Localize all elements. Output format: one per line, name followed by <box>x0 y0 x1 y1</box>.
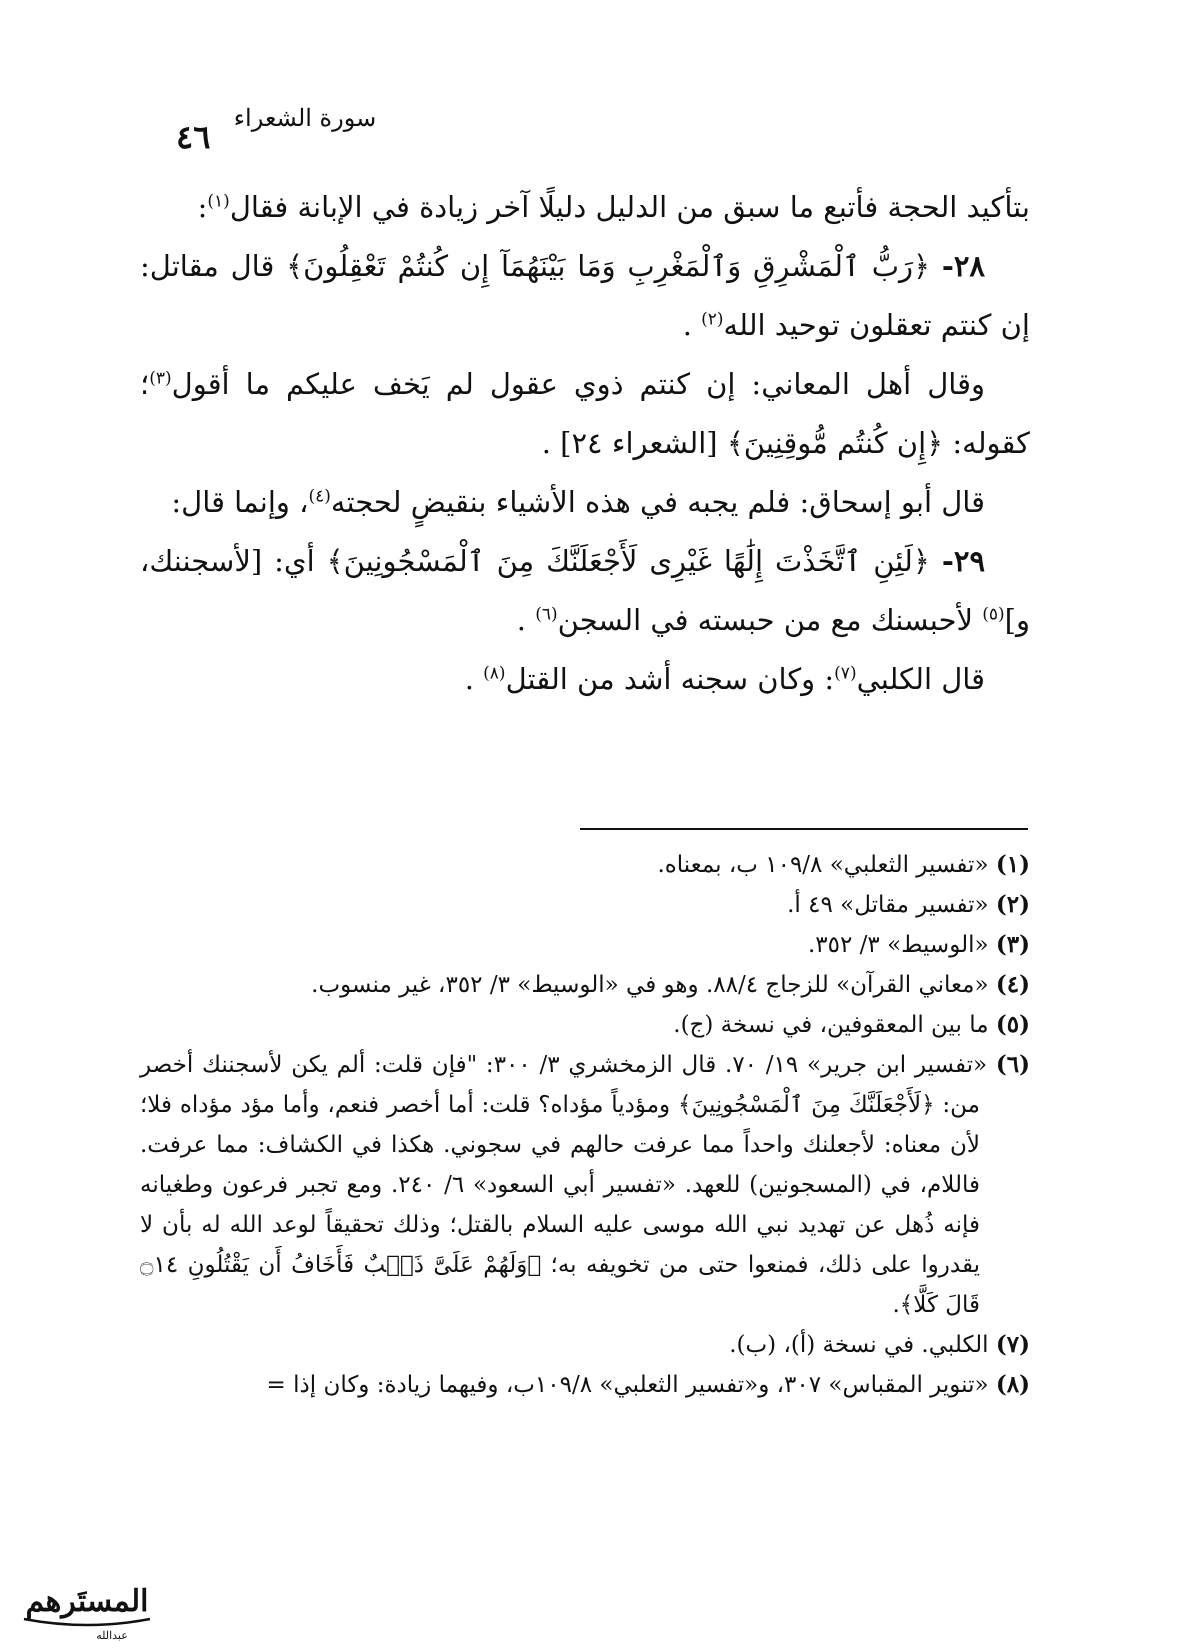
footnote-text: «تفسير ابن جرير» ١٩/ ٧٠. قال الزمخشري ٣/ ٣٠٠: "فإن قلت: ألم يكن لأسجننك أخصر من: ﴿لَأَجْعَلَنَّكَ مِنَ ٱلْمَسْجُونِينَ﴾ ومؤدياً مؤداه؟ قلت: أما أخصر فنعم، وأما مؤد مؤداه فلا؛ لأن معناه: لأجعلنك واحداً مما عرفت حالهم في سجوني. هكذا في الكشاف: مما عرفت. فاللام، في (المسجونين) للعهد. «تفسير أبي السعود» ٦/ ٢٤٠. ومع تجبر فرعون وطغيانه فإنه ذُهل عن تهديد نبي الله موسى عليه السلام بالقتل؛ وذلك تحقيقاً لوعد الله له بأن لا يقدروا على ذلك، فمنعوا حتى من تخويفه به؛ ﴿وَلَهُمْ عَلَىَّ ذَنۢبٌ فَأَخَافُ أَن يَقْتُلُونِ ۝١٤ قَالَ كَلَّا﴾. <box>140 1052 988 1318</box>
main-text <box>140 178 1030 709</box>
paragraph-text: قال أبو إسحاق: فلم يجبه في هذه الأشياء بنقيضٍ لحجته <box>330 485 985 519</box>
footnote <box>140 925 1030 965</box>
citation: [الشعراء ٢٤] . <box>541 426 718 460</box>
footnote-text: «تنوير المقباس» ٣٠٧، و«تفسير الثعلبي» ١٠٩/٨ب، وفيهما زيادة: وكان إذا = <box>266 1372 989 1398</box>
footnote-separator <box>580 828 1028 830</box>
watermark-subtext: عبدالله <box>96 1629 128 1642</box>
footnote-ref[interactable]: (٢) <box>701 309 724 330</box>
watermark-logo <box>12 1575 162 1645</box>
footnote-text: «معاني القرآن» للزجاج ٨٨/٤. وهو في «الوسيط» ٣/ ٣٥٢، غير منسوب. <box>311 972 989 998</box>
paragraph-text: قال مقاتل: إن كنتم تعقلون توحيد الله <box>140 249 1030 342</box>
watermark-text: المستَرهم <box>25 1584 149 1619</box>
footnote-number: (٥) <box>995 1011 1030 1038</box>
footnote <box>140 965 1030 1005</box>
footnote-number: (٣) <box>995 931 1030 958</box>
quran-quote: ﴿إِن كُنتُم مُّوقِنِينَ﴾ <box>726 426 944 460</box>
footnote-text: «تفسير الثعلبي» ١٠٩/٨ ب، بمعناه. <box>657 852 989 878</box>
footnote <box>140 885 1030 925</box>
footnote-number: (٨) <box>995 1371 1030 1398</box>
paragraph <box>140 650 1030 709</box>
paragraph-text: ، وإنما قال: <box>171 485 309 519</box>
paragraph <box>140 355 1030 473</box>
footnote-ref[interactable]: (٤) <box>308 486 331 507</box>
footnote-text: ما بين المعقوفين، في نسخة (ج). <box>673 1012 989 1038</box>
footnote-number: (٤) <box>995 971 1030 998</box>
verse-paragraph <box>140 532 1030 650</box>
footnote-ref[interactable]: (٧) <box>834 663 857 684</box>
verse-paragraph <box>140 237 1030 355</box>
footnote-ref[interactable]: (٣) <box>149 368 172 389</box>
punctuation: : <box>197 190 208 224</box>
quran-quote: ﴿رَبُّ ٱلْمَشْرِقِ وَٱلْمَغْرِبِ وَمَا بَيْنَهُمَآ إِن كُنتُمْ تَعْقِلُونَ﴾ <box>286 249 931 283</box>
punctuation: . <box>682 308 692 342</box>
verse-number: ٢٩- <box>941 544 986 578</box>
footnote <box>140 1045 1030 1325</box>
paragraph-text: لأحبسنك مع من حبسته في السجن <box>557 603 974 637</box>
footnote-number: (٧) <box>995 1331 1030 1358</box>
paragraph <box>140 178 1030 237</box>
footnotes <box>140 845 1030 1405</box>
footnote <box>140 1365 1030 1405</box>
paragraph-text: : وكان سجنه أشد من القتل <box>505 662 835 696</box>
punctuation: . <box>516 603 526 637</box>
paragraph-text: قال الكلبي <box>856 662 985 696</box>
paragraph-text: أي: [لأسجننك، و] <box>140 544 1030 637</box>
footnote-ref[interactable]: (٦) <box>535 604 558 625</box>
footnote-number: (٢) <box>995 891 1030 918</box>
footnote-ref[interactable]: (٥) <box>982 604 1005 625</box>
punctuation: . <box>464 662 474 696</box>
verse-number: ٢٨- <box>941 249 986 283</box>
footnote-text: الكلبي. في نسخة (أ)، (ب). <box>729 1332 989 1358</box>
footnote-text: «الوسيط» ٣/ ٣٥٢. <box>807 932 989 958</box>
footnote-ref[interactable]: (٨) <box>483 663 506 684</box>
footnote <box>140 1325 1030 1365</box>
footnote-ref[interactable]: (١) <box>207 191 230 212</box>
paragraph-text: بتأكيد الحجة فأتبع ما سبق من الدليل دليلًا آخر زيادة في الإبانة فقال <box>229 190 1030 224</box>
paragraph <box>140 473 1030 532</box>
footnote-number: (٦) <box>995 1051 1031 1078</box>
quran-quote: ﴿لَئِنِ ٱتَّخَذْتَ إِلَٰهًا غَيْرِى لَأَجْعَلَنَّكَ مِنَ ٱلْمَسْجُونِينَ﴾ <box>326 544 930 578</box>
footnote <box>140 845 1030 885</box>
paragraph-text: ؛ كقوله: <box>140 367 1030 460</box>
watermark-flourish <box>24 1619 150 1625</box>
footnote-text: «تفسير مقاتل» ٤٩ أ. <box>787 892 989 918</box>
footnote <box>140 1005 1030 1045</box>
running-header-title: سورة الشعراء <box>233 104 377 132</box>
footnote-number: (١) <box>995 851 1030 878</box>
page-number: ٤٦ <box>176 118 211 156</box>
paragraph-text: وقال أهل المعاني: إن كنتم ذوي عقول لم يَخف عليكم ما أقول <box>171 367 985 401</box>
